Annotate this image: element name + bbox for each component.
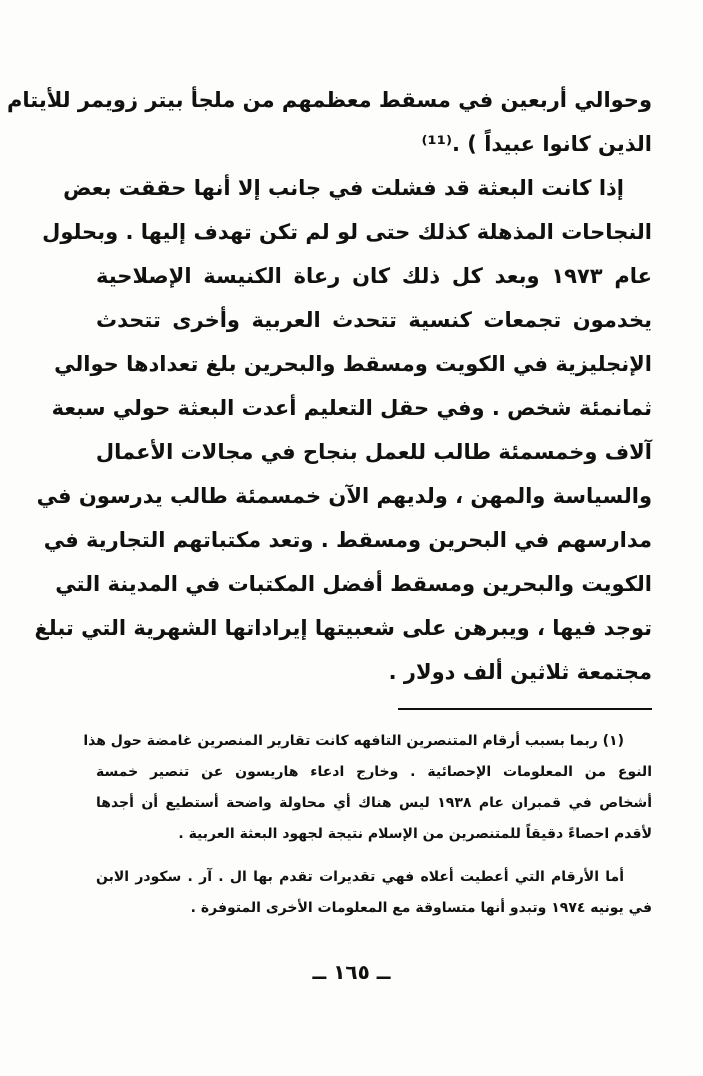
footnote-line: في يونيه ١٩٧٤ وتبدو أنها متساوقة مع المعلومات الأخرى المتوفرة . <box>190 900 652 916</box>
text-line: آلاف وخمسمئة طالب للعمل بنجاح في مجالات الأعمال <box>95 440 652 464</box>
text-line: النجاحات المذهلة كذلك حتى لو لم تكن تهدف إليها . وبحلول <box>42 220 652 244</box>
footnote-separator <box>398 708 652 710</box>
paragraph-start-line: إذا كانت البعثة قد فشلت في جانب إلا أنها حققت بعض <box>63 176 624 200</box>
text-line: مجتمعة ثلاثين ألف دولار . <box>388 660 652 684</box>
footnote-line: أما الأرقام التي أعطيت أعلاه فهي تقديرات تقدم بها ال . آر . سكودر الابن <box>96 869 624 885</box>
page-number: ــ ١٦٥ ــ <box>312 960 391 984</box>
text-line: عام ١٩٧٣ وبعد كل ذلك كان رعاة الكنيسة الإصلاحية <box>96 264 652 288</box>
main-text <box>7 78 652 694</box>
footnote-line: لأقدم احصاءً دقيقاً للمتنصرين من الإسلام نتيجة لجهود البعثة العربية . <box>178 826 652 842</box>
text-line: توجد فيها ، ويبرهن على شعبيتها إيراداتها الشهرية التي تبلغ <box>34 616 652 640</box>
text-line: وحوالي أربعين في مسقط معظمهم من ملجأ بيتر زويمر للأيتام <box>7 88 652 112</box>
footnote-line: (١) ربما بسبب أرقام المتنصرين التافهه كانت تقارير المنصرين غامضة حول هذا <box>83 733 624 749</box>
text-line: الكويت والبحرين ومسقط أفضل المكتبات في المدينة التي <box>55 572 652 596</box>
footnote-line: النوع من المعلومات الإحصائية . وخارج ادعاء هاريسون عن تنصير خمسة <box>96 764 652 780</box>
text-line: يخدمون تجمعات كنسية تتحدث العربية وأخرى تتحدث <box>96 308 652 332</box>
footnote-line: أشخاص في قمبران عام ١٩٣٨ ليس هناك أي محاولة واضحة أستطيع أن أجدها <box>96 795 652 811</box>
text-line: مدارسهم في البحرين ومسقط . وتعد مكتباتهم التجارية في <box>43 528 652 552</box>
text-line: الذين كانوا عبيداً ) .⁽¹¹⁾ <box>421 132 652 156</box>
footnote-gap <box>96 850 652 862</box>
footnotes <box>83 726 652 924</box>
text-line: الإنجليزية في الكويت ومسقط والبحرين بلغ تعدادها حوالي <box>54 352 652 376</box>
text-line: والسياسة والمهن ، ولديهم الآن خمسمئة طالب يدرسون في <box>36 484 652 508</box>
text-line: ثمانمئة شخص . وفي حقل التعليم أعدت البعثة حولي سبعة <box>51 396 652 420</box>
